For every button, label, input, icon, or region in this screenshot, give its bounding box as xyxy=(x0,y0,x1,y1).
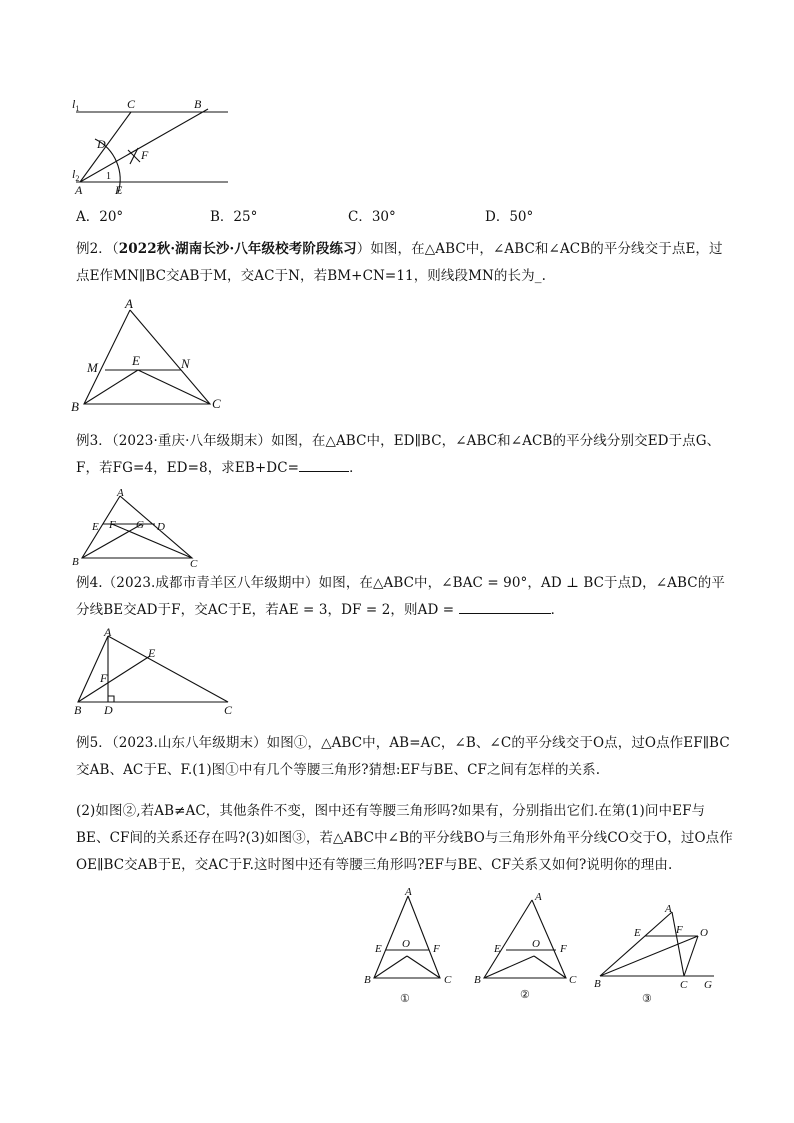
label-B: B xyxy=(364,974,371,986)
option-d[interactable]: D．50° xyxy=(485,209,534,225)
label-F: F xyxy=(141,148,149,162)
label-G: G xyxy=(704,979,712,991)
label-l1: $l_1$ xyxy=(72,97,80,113)
answer-blank-4[interactable] xyxy=(459,599,551,614)
label-A: A xyxy=(535,891,542,903)
mark-F-2 xyxy=(130,148,138,164)
label-D: D xyxy=(97,137,106,151)
label-C: C xyxy=(224,703,233,717)
label-E: E xyxy=(148,646,156,660)
label-E: E xyxy=(634,927,641,939)
label-B: B xyxy=(594,978,601,990)
caption-1: ① xyxy=(400,993,410,1004)
label-F: F xyxy=(560,943,567,955)
option-b[interactable]: B．25° xyxy=(210,209,258,225)
label-F: F xyxy=(433,943,440,955)
triangle-ABC xyxy=(484,900,566,978)
label-C: C xyxy=(127,97,136,111)
label-A: A xyxy=(117,487,124,499)
caption-3: ③ xyxy=(642,993,652,1005)
figure-parallel-lines xyxy=(66,95,241,200)
label-D: D xyxy=(157,521,165,533)
label-O: O xyxy=(700,927,708,939)
label-A: A xyxy=(104,625,112,639)
label-B: B xyxy=(74,703,82,717)
example-4-text: 例4.（2023.成都市青羊区八年级期中）如图，在△ABC中，∠BAC = 90°，AD ⊥ BC于点D，∠ABC的平分线BE交AD于F，交AC于E，若AE = 3，DF = 2，则AD = ． xyxy=(76,575,725,618)
caption-2: ② xyxy=(520,989,530,1001)
option-c[interactable]: C．30° xyxy=(348,209,396,225)
label-G: G xyxy=(136,519,144,531)
figure-example-5-3 xyxy=(590,896,720,1006)
label-B: B xyxy=(194,97,202,111)
answer-blank-2[interactable]: _ xyxy=(534,268,542,284)
segment-BO xyxy=(484,956,534,978)
answer-blank-3[interactable] xyxy=(299,457,349,472)
example-5-part-1: 例5．（2023.山东八年级期末）如图①，△ABC中，AB=AC，∠B、∠C的平分线交于O点，过O点作EF∥BC交AB、AC于E、F.(1)图①中有几个等腰三角形?猜想:EF与BE、CF之间有怎样的关系. xyxy=(76,735,730,778)
label-B: B xyxy=(474,974,481,986)
label-M: M xyxy=(87,360,98,375)
label-B: B xyxy=(72,556,79,568)
right-angle-mark xyxy=(108,696,114,702)
triangle-ABC xyxy=(84,310,210,404)
label-C: C xyxy=(569,974,577,986)
label-l2: $l_2$ xyxy=(72,167,80,183)
label-E: E xyxy=(375,943,382,955)
figure-example-5-1 xyxy=(356,884,466,1004)
triangle-ABC xyxy=(374,896,440,978)
label-A: A xyxy=(125,298,133,311)
label-E: E xyxy=(115,183,123,197)
label-angle-1: 1 xyxy=(106,171,111,182)
example-3-text: 例3．（2023·重庆·八年级期末）如图，在△ABC中，ED∥BC，∠ABC和∠ACB的平分线分别交ED于点G、F，若FG=4，ED=8，求EB+DC= ． xyxy=(76,433,721,476)
figure-example-2 xyxy=(66,298,236,416)
label-C: C xyxy=(190,558,198,570)
figure-example-5-2 xyxy=(470,884,590,1004)
segment-CF xyxy=(112,524,192,558)
label-O: O xyxy=(532,938,540,950)
label-D: D xyxy=(104,703,113,717)
label-A: A xyxy=(405,886,412,898)
label-A: A xyxy=(665,903,672,915)
segment-CE xyxy=(138,370,210,404)
label-E: E xyxy=(132,353,140,368)
label-C: C xyxy=(680,979,688,991)
label-O: O xyxy=(402,938,410,950)
figure-example-4 xyxy=(66,624,246,720)
label-C: C xyxy=(444,974,452,986)
label-E: E xyxy=(494,943,501,955)
segment-CO xyxy=(407,956,440,978)
label-B: B xyxy=(71,399,79,414)
label-F: F xyxy=(109,519,116,531)
example-5-part-2: (2)如图②,若AB≠AC，其他条件不变，图中还有等腰三角形吗?如果有，分别指出它们.在第(1)问中EF与BE、CF间的关系还存在吗?(3)如图③，若△ABC中∠B的平分线BO与三角形外角平分线CO交于O，过O点作OE∥BC交AB于E，交AC于F.这时图中还有等腰三角形吗?EF与BE、CF关系又如何?说明你的理由. xyxy=(76,803,733,873)
label-A: A xyxy=(75,183,83,197)
label-C: C xyxy=(212,396,221,411)
label-E: E xyxy=(92,521,99,533)
figure-example-3 xyxy=(66,484,206,570)
segment-CO xyxy=(684,936,698,976)
example-2-text: 例2．（2022秋·湖南长沙·八年级校考阶段练习）如图，在△ABC中，∠ABC和∠ACB的平分线交于点E，过点E作MN∥BC交AB于M，交AC于N，若BM+CN=11，则线段MN的长为_. xyxy=(76,241,723,284)
label-F: F xyxy=(676,924,683,936)
segment-BA xyxy=(600,912,672,976)
label-F: F xyxy=(100,671,108,685)
option-a[interactable]: A．20° xyxy=(76,209,124,225)
label-N: N xyxy=(181,356,190,371)
